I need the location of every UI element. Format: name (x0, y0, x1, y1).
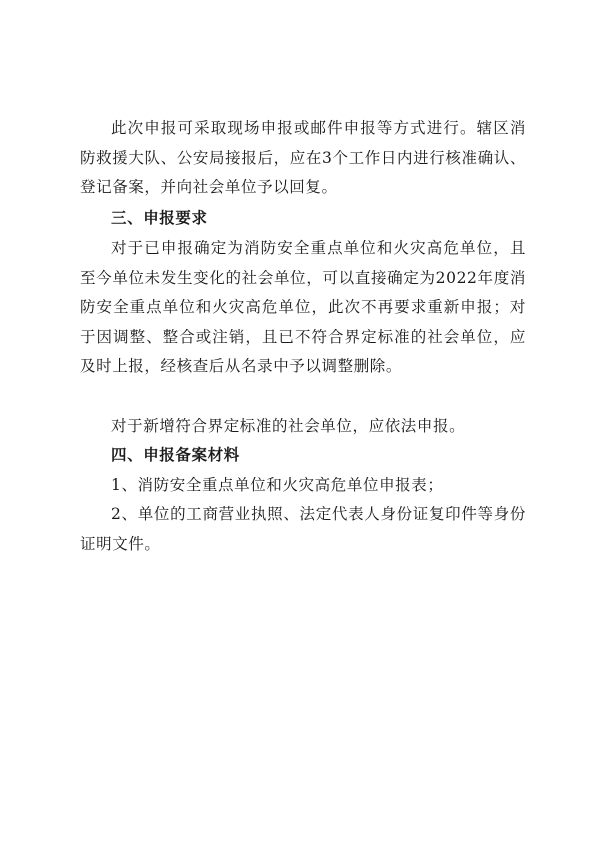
list-item-identity-documents: 2、单位的工商营业执照、法定代表人身份证复印件等身份证明文件。 (80, 505, 526, 553)
section-heading-requirements: 三、申报要求 (111, 209, 208, 227)
paragraph-new-units: 对于新增符合界定标准的社会单位，应依法申报。 (111, 417, 466, 435)
paragraph-submission-method: 此次申报可采取现场申报或邮件申报等方式进行。辖区消防救援大队、公安局接报后，应在3个工作日内进行核准确认、登记备案，并向社会单位予以回复。 (80, 119, 526, 196)
paragraph-requirements-detail: 对于已申报确定为消防安全重点单位和火灾高危单位，且至今单位未发生变化的社会单位，可以直接确定为2022年度消防安全重点单位和火灾高危单位，此次不再要求重新申报；对于因调整、整合或注销，且已不符合界定标准的社会单位，应及时上报，经核查后从名录中予以调整删除。 (80, 239, 526, 375)
list-item-application-form: 1、消防安全重点单位和火灾高危单位申报表； (111, 476, 444, 494)
section-heading-materials: 四、申报备案材料 (111, 446, 240, 464)
